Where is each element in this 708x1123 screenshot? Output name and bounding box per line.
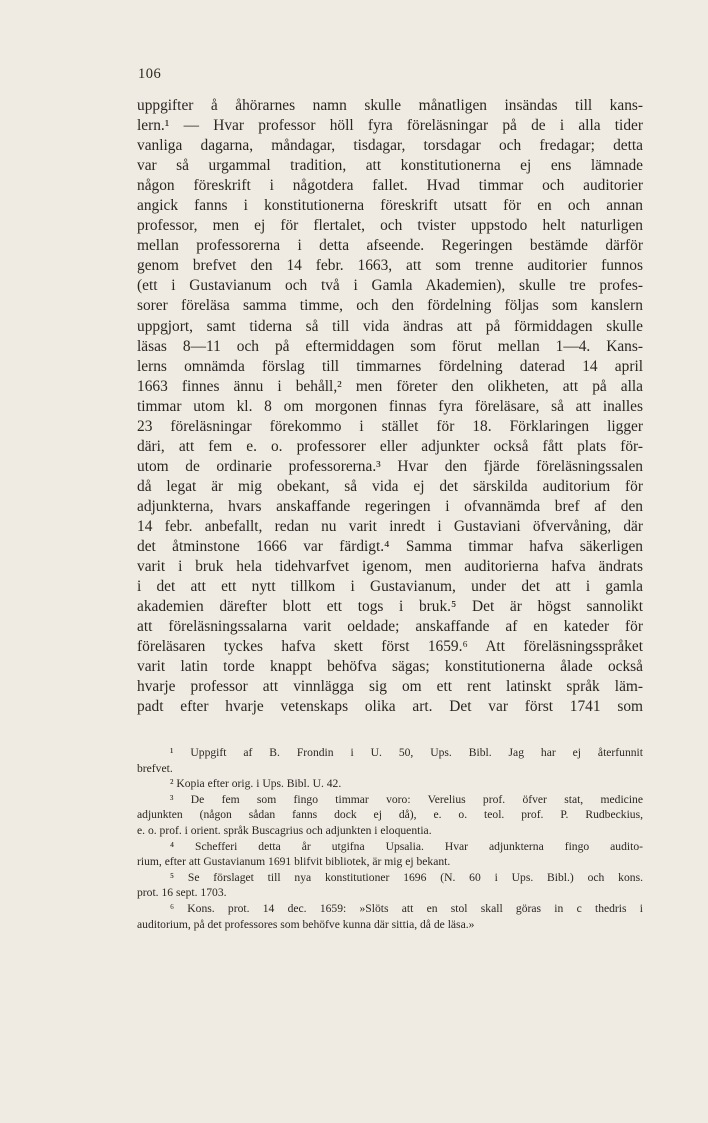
body-line: uppgifter å åhörarnes namn skulle månatligen insändas till kans-: [137, 97, 643, 114]
body-line: mellan professorerna i detta afseende. Regeringen bestämde därför: [137, 237, 643, 255]
footnote-line: e. o. prof. i orient. språk Buscagrius och adjunkten i eloquentia.: [137, 823, 432, 837]
body-line: timmar utom kl. 8 om morgonen finnas fyra föreläsare, så att inalles: [137, 397, 643, 415]
body-line: i det att ett nytt tillkom i Gustavianum, under det att i gamla: [137, 578, 643, 596]
body-line: vanliga dagarna, måndagar, tisdagar, torsdagar och fredagar; detta: [137, 137, 643, 155]
body-line: 14 febr. anbefallt, redan nu varit inredt i Gustaviani öfvervåning, där: [137, 517, 643, 535]
body-line: lern.¹ — Hvar professor höll fyra föreläsningar på de i alla tider: [137, 117, 643, 135]
footnote-line: ⁵ Se förslaget till nya konstitutioner 1696 (N. 60 i Ups. Bibl.) och kons.: [170, 870, 643, 884]
body-line: att föreläsningssalarna varit oeldade; anskaffande af en kateder för: [137, 618, 643, 636]
body-line: angick fanns i konstitutionerna föreskrift utsatt för en och annan: [137, 197, 643, 215]
body-line: varit latin torde knappt behöfva sägas; konstitutionerna ålade också: [137, 658, 643, 676]
body-line: utom de ordinarie professorerna.³ Hvar den fjärde föreläsningssalen: [137, 457, 643, 475]
body-line: (ett i Gustavianum och två i Gamla Akademien), skulle tre profes-: [137, 277, 643, 295]
body-line: läsas 8—11 och på eftermiddagen som förut mellan 1—4. Kans-: [137, 337, 643, 355]
body-line: då legat är mig obekant, så vida ej det särskilda auditorium för: [137, 477, 643, 495]
body-text: [137, 96, 643, 717]
body-line: genom brefvet den 14 febr. 1663, att som trenne auditorier funnos: [137, 257, 643, 275]
footnote-line: ² Kopia efter orig. i Ups. Bibl. U. 42.: [170, 777, 342, 791]
body-line: däri, att fem e. o. professorer eller adjunkter också fått plats för-: [137, 437, 643, 455]
body-line: akademien därefter blott ett togs i bruk.⁵ Det är högst sannolikt: [137, 598, 643, 616]
body-line: lerns omnämda förslag till timmarnes fördelning daterad 14 april: [137, 357, 643, 375]
footnote-line: ¹ Uppgift af B. Frondin i U. 50, Ups. Bibl. Jag har ej återfunnit: [170, 746, 643, 759]
footnote-line: brefvet.: [137, 761, 173, 775]
footnote-line: adjunkten (någon sådan fanns dock ej då), e. o. teol. prof. P. Rudbeckius,: [137, 808, 643, 822]
body-line: varit i bruk hela tidehvarfvet igenom, men auditorierna hafva ändrats: [137, 558, 643, 576]
body-line: sorer föreläsa samma timme, och den fördelning följas som kanslern: [137, 297, 643, 315]
body-line: professor, men ej för flertalet, och tvister uppstodo helt naturligen: [137, 217, 643, 235]
body-line: det åtminstone 1666 var färdigt.⁴ Samma timmar hafva säkerligen: [137, 538, 643, 556]
footnote-line: rium, efter att Gustavianum 1691 blifvit bibliotek, är mig ej bekant.: [137, 855, 451, 869]
body-line: 23 föreläsningar förekommo i stället för 18. Förklaringen ligger: [137, 417, 643, 435]
body-line: adjunkterna, hvars anskaffande regeringen i ofvannämda bref af den: [137, 497, 643, 515]
body-line: föreläsaren tyckes hafva skett först 1659.⁶ Att föreläsningsspråket: [137, 638, 643, 656]
body-line: 1663 finnes ännu i behåll,² men företer den olikheten, att på alla: [137, 377, 643, 395]
body-line: hvarje professor att vinnlägga sig om ett rent latinskt språk läm-: [137, 678, 643, 696]
footnote-line: ⁶ Kons. prot. 14 dec. 1659: »Slöts att en stol skall göras in c thedris i: [170, 901, 643, 915]
footnote-line: ⁴ Schefferi detta år utgifna Upsalia. Hvar adjunkterna fingo audito-: [170, 839, 643, 853]
body-line: var så urgammal tradition, att konstitutionerna ej ens lämnade: [137, 157, 643, 175]
footnote-line: ³ De fem som fingo timmar voro: Verelius prof. öfver stat, medicine: [170, 792, 643, 806]
body-line: padt efter hvarje vetenskaps olika art. Det var först 1741 som: [137, 698, 643, 716]
footnote-line: prot. 16 sept. 1703.: [137, 886, 227, 900]
body-line: uppgjort, samt tiderna så till vida ändras att på förmiddagen skulle: [137, 317, 643, 335]
footnotes: [137, 745, 643, 932]
page-number: 106: [138, 66, 162, 82]
body-line: någon föreskrift i någotdera fallet. Hvad timmar och auditorier: [137, 177, 643, 195]
footnote-line: auditorium, på det professores som behöfve kunna där sittia, då de läsa.»: [137, 917, 475, 931]
